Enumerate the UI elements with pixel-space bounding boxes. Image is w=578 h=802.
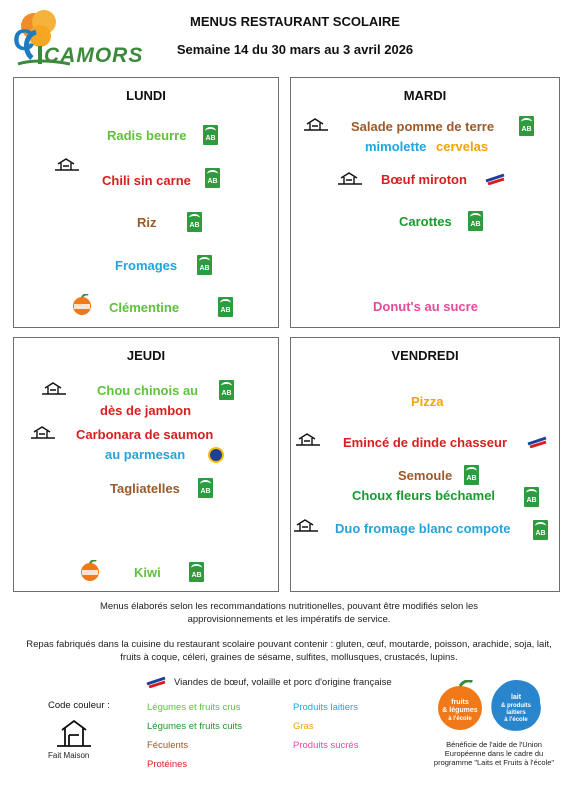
dish-donuts-au-sucre: Donut's au sucre: [373, 299, 478, 314]
svg-text:lait: lait: [510, 694, 522, 701]
fruits-legumes-ecole-logo: [434, 680, 486, 732]
dish-pizza: Pizza: [411, 394, 444, 409]
day-title-monday: LUNDI: [126, 88, 166, 103]
dish-chili-sin-carne: Chili sin carne: [102, 173, 191, 188]
eu-aid-note: Bénéficie de l'aide de l'Union Européenne dans le cadre du programme "Laits et Fruits à l'école": [433, 740, 555, 767]
french-origin-flag-icon: [527, 436, 547, 448]
page-title: MENUS RESTAURANT SCOLAIRE: [190, 14, 400, 29]
legend-title: Code couleur :: [48, 700, 110, 711]
fait-maison-house-icon: [41, 382, 67, 396]
legend-dairy: Produits laitiers: [293, 702, 358, 713]
organic-ab-icon: [198, 478, 213, 498]
fait-maison-house-icon: [54, 718, 94, 748]
svg-text:fruits: fruits: [451, 699, 469, 706]
dish-boeuf-miroton: Bœuf miroton: [381, 172, 467, 187]
svg-text:laitiers: laitiers: [506, 710, 526, 716]
french-origin-flag-icon: [485, 173, 505, 185]
dish-carbonara-de-saumon: Carbonara de saumon: [76, 427, 214, 442]
dish-cervelas: cervelas: [436, 139, 489, 154]
organic-ab-icon: [218, 297, 233, 317]
week-subtitle: Semaine 14 du 30 mars au 3 avril 2026: [176, 42, 414, 57]
igp-label-icon: [208, 447, 224, 463]
legend-fat: Gras: [293, 721, 314, 732]
organic-ab-icon: [205, 168, 220, 188]
french-origin-flag-icon: [146, 676, 166, 688]
day-title-friday: VENDREDI: [391, 348, 459, 363]
day-box-tuesday: [290, 77, 560, 328]
dish-clementine: Clémentine: [109, 300, 180, 315]
day-box-thursday: [13, 337, 279, 592]
fait-maison-label: Fait Maison: [48, 751, 90, 760]
fait-maison-house-icon: [303, 118, 329, 132]
svg-text:C: C: [13, 24, 35, 57]
organic-ab-icon: [519, 116, 534, 136]
allergen-note: Repas fabriqués dans la cuisine du restaurant scolaire pouvant contenir : gluten, œuf, moutarde, poisson, arachide, soja, lait, fruits à coque, céleri, graines de sésame, sulfites, mollusques, crustacés, lupins.: [26, 639, 552, 663]
dish-fromages: Fromages: [115, 258, 178, 273]
dish-mimolette: mimolette: [365, 139, 427, 154]
dish-chou-chinois: Chou chinois au: [97, 383, 199, 398]
fait-maison-house-icon: [54, 158, 80, 172]
fruits-ecole-icon: [76, 560, 104, 582]
dish-carottes: Carottes: [399, 214, 452, 229]
organic-ab-icon: [219, 380, 234, 400]
organic-ab-icon: [203, 125, 218, 145]
fait-maison-house-icon: [293, 519, 319, 533]
organic-ab-icon: [197, 255, 212, 275]
dish-kiwi: Kiwi: [134, 565, 161, 580]
organic-ab-icon: [187, 212, 202, 232]
dish-au-parmesan: au parmesan: [105, 447, 186, 462]
day-box-friday: [290, 337, 560, 592]
organic-ab-icon: [524, 487, 539, 507]
fait-maison-house-icon: [30, 426, 56, 440]
organic-ab-icon: [468, 211, 483, 231]
fait-maison-house-icon: [337, 172, 363, 186]
nutrition-note: Menus élaborés selon les recommandations nutritionelles, pouvant être modifiés selon les approvisionnements et les impératifs de service.: [99, 601, 479, 625]
day-title-tuesday: MARDI: [403, 88, 447, 103]
svg-text:& légumes: & légumes: [442, 707, 478, 714]
legend-sweet: Produits sucrés: [293, 740, 359, 751]
dish-duo-fromage-blanc-compote: Duo fromage blanc compote: [335, 521, 511, 536]
dish-tagliatelles: Tagliatelles: [110, 481, 180, 496]
legend-protein: Protéines: [147, 759, 188, 770]
day-title-thursday: JEUDI: [126, 348, 166, 363]
lait-produits-laitiers-logo: [488, 677, 544, 733]
fruits-ecole-icon: [68, 294, 96, 316]
dish-emince-de-dinde-chasseur: Emincé de dinde chasseur: [343, 435, 508, 450]
organic-ab-icon: [464, 465, 479, 485]
legend-cooked: Légumes et fruits cuits: [147, 721, 243, 732]
dish-riz: Riz: [137, 215, 157, 230]
legend-starch: Féculents: [147, 740, 189, 751]
origin-note: Viandes de bœuf, volaille et porc d'origine française: [174, 677, 392, 688]
logo-text: CAMORS: [44, 44, 144, 67]
organic-ab-icon: [533, 520, 548, 540]
day-box-monday: [13, 77, 279, 328]
dish-radis-beurre: Radis beurre: [107, 128, 187, 143]
dish-salade-pomme-de-terre: Salade pomme de terre: [351, 119, 495, 134]
svg-text:à l'école: à l'école: [448, 716, 472, 722]
svg-text:& produits: & produits: [501, 703, 531, 709]
svg-text:à l'école: à l'école: [504, 717, 528, 723]
dish-des-de-jambon: dès de jambon: [100, 403, 192, 418]
dish-semoule: Semoule: [398, 468, 453, 483]
legend-raw: Légumes et fruits crus: [147, 702, 241, 713]
organic-ab-icon: [189, 562, 204, 582]
dish-choux-fleurs-bechamel: Choux fleurs béchamel: [352, 488, 496, 503]
fait-maison-house-icon: [295, 433, 321, 447]
